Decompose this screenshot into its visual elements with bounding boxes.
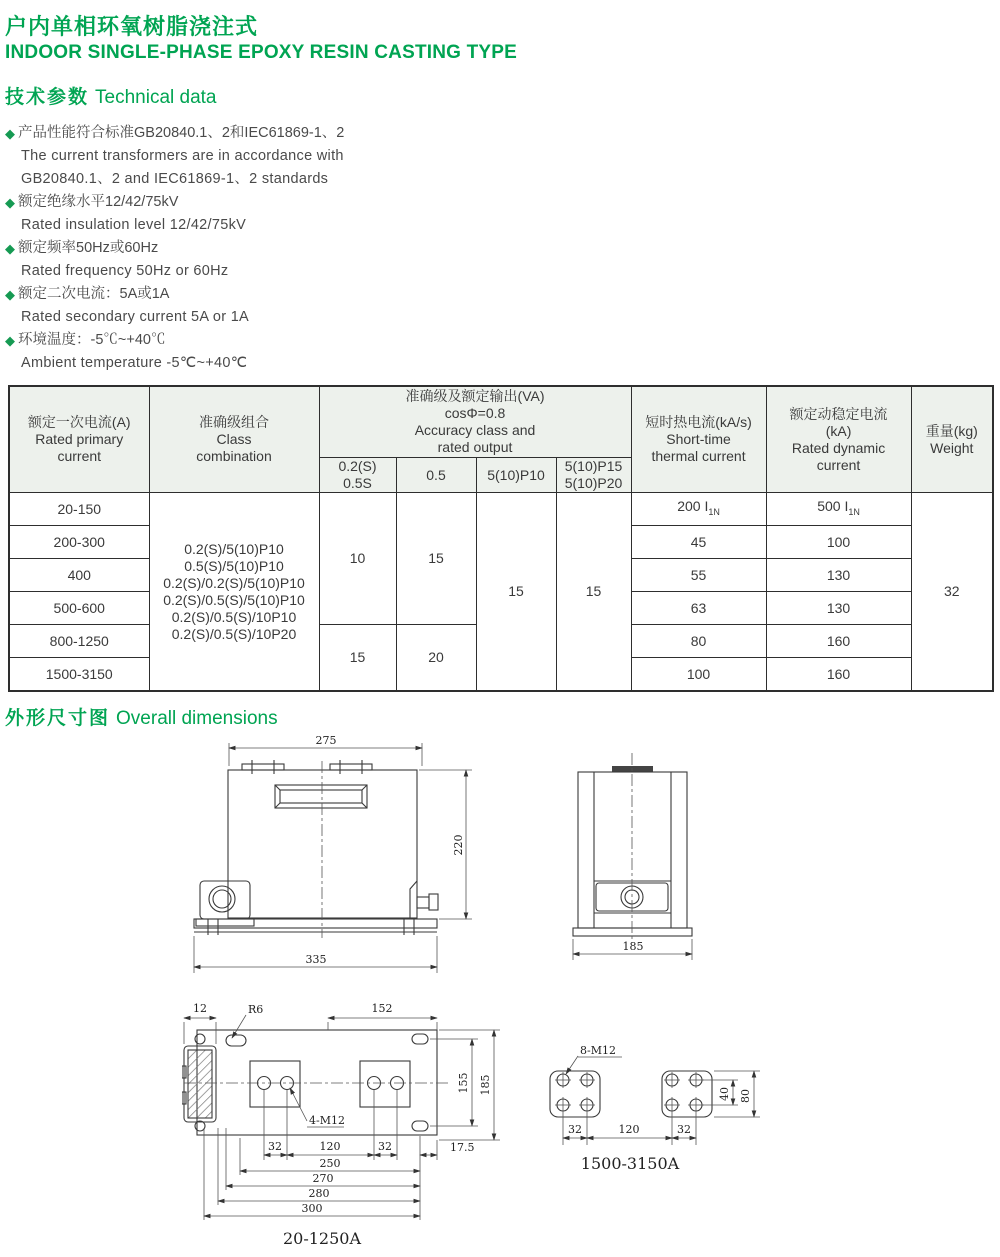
- dim-300: 300: [301, 1202, 323, 1215]
- th-line: Short-time: [666, 431, 731, 447]
- dim-80: 80: [739, 1089, 752, 1103]
- cell-primary: 800-1250: [9, 625, 149, 658]
- th-line: 准确级及额定输出(VA): [405, 388, 545, 404]
- cell-dynamic: [766, 493, 911, 526]
- th-sub-510p15-p20: [556, 458, 631, 493]
- th-line: rated output: [437, 439, 513, 455]
- cell-thermal: 45: [631, 526, 766, 559]
- cell-thermal: 100: [631, 658, 766, 692]
- bullet-text-en: Rated secondary current 5A or 1A: [21, 309, 250, 325]
- diamond-bullet-icon: ◆: [5, 195, 15, 210]
- class-line: 0.2(S)/0.5(S)/10P20: [171, 625, 297, 642]
- dim-185: 185: [479, 1074, 492, 1096]
- dim-152: 152: [371, 1002, 393, 1015]
- section-heading-technical-data: [5, 82, 216, 109]
- front-view-dimensions: [194, 743, 472, 973]
- value: 500 I: [817, 497, 849, 514]
- dim-17-5: 17.5: [450, 1141, 475, 1154]
- side-view-drawing: [553, 733, 713, 973]
- bullet-text-zh: 额定频率50Hz或60Hz: [18, 240, 159, 256]
- plan-view-drawing-20-1250A: [182, 988, 514, 1256]
- dim-32b: 32: [677, 1123, 691, 1136]
- cell-va4: 15: [556, 493, 631, 692]
- th-line: 0.5S: [343, 475, 372, 491]
- th-line: Rated dynamic: [791, 439, 886, 456]
- dim-32a: 32: [268, 1140, 282, 1153]
- th-line: 额定一次电流(A): [27, 414, 131, 430]
- side-view-body: [573, 766, 692, 936]
- cell-va2: 15: [396, 493, 476, 625]
- pads-body: [550, 1071, 712, 1117]
- dim-40: 40: [718, 1087, 731, 1101]
- th-line: current: [57, 448, 102, 464]
- page-title-zh: 户内单相环氧树脂浇注式: [5, 14, 259, 39]
- th-line: Accuracy class and: [414, 422, 536, 438]
- diamond-bullet-icon: ◆: [5, 333, 15, 348]
- cell-primary: 200-300: [9, 526, 149, 559]
- front-view-drawing: [180, 733, 505, 985]
- th-accuracy-group: [319, 386, 631, 458]
- technical-data-list: [5, 122, 344, 375]
- cell-thermal: 80: [631, 625, 766, 658]
- bullet-text-zh: 额定绝缘水平12/42/75kV: [18, 194, 179, 210]
- label-20-1250A: 20-1250A: [282, 1229, 362, 1248]
- th-line: 短时热电流(kA/s): [645, 414, 752, 430]
- value: 200 I: [677, 497, 709, 514]
- dim-155: 155: [457, 1072, 470, 1094]
- cell-dynamic: 130: [766, 592, 911, 625]
- cell-primary: 20-150: [9, 493, 149, 526]
- th-weight: [911, 386, 993, 493]
- cell-va1: 15: [319, 625, 396, 692]
- cell-weight: 32: [911, 493, 993, 692]
- th-line: 额定动稳定电流: [789, 405, 888, 422]
- diamond-bullet-icon: ◆: [5, 241, 15, 256]
- cell-thermal: [631, 493, 766, 526]
- technical-data-table: [8, 385, 994, 692]
- cell-primary: 500-600: [9, 592, 149, 625]
- dim-120: 120: [618, 1123, 640, 1136]
- dim-front-base-width: 335: [305, 953, 327, 966]
- th-line: Weight: [930, 439, 974, 456]
- dim-front-height: 220: [452, 834, 465, 856]
- th-line: 0.2(S): [338, 458, 377, 474]
- cell-dynamic: 100: [766, 526, 911, 559]
- th-line: 5(10)P15: [564, 458, 623, 474]
- dim-120: 120: [319, 1140, 341, 1153]
- th-line: Rated primary: [35, 431, 124, 447]
- th-line: thermal current: [651, 448, 746, 464]
- th-line: combination: [196, 448, 272, 464]
- dim-12: 12: [193, 1002, 207, 1015]
- pads-bolt-crosses: [555, 1072, 704, 1113]
- cell-va1: 10: [319, 493, 396, 625]
- label-4-m12: 4-M12: [309, 1114, 345, 1127]
- class-line: 0.2(S)/0.5(S)/5(10)P10: [163, 591, 305, 608]
- list-item: [5, 283, 344, 306]
- class-line: 0.2(S)/0.5(S)/10P10: [171, 608, 297, 625]
- bullet-text-en: The current transformers are in accordance with: [21, 148, 344, 164]
- label-8-m12: 8-M12: [580, 1044, 616, 1057]
- th-rated-dynamic: [766, 386, 911, 493]
- dim-32a: 32: [568, 1123, 582, 1136]
- label-r6: R6: [248, 1003, 264, 1016]
- th-sub-05: 0.5: [396, 458, 476, 493]
- cell-dynamic: 160: [766, 625, 911, 658]
- th-sub-02s-05s: [319, 458, 396, 493]
- heading-dims-zh: 外形尺寸图: [5, 708, 111, 729]
- cell-primary: 1500-3150: [9, 658, 149, 692]
- cell-va3: 15: [476, 493, 556, 692]
- table-row: [9, 493, 993, 526]
- section-heading-overall-dimensions: [5, 703, 278, 730]
- th-line: current: [816, 456, 861, 473]
- th-line: (kA): [825, 422, 852, 439]
- dim-32b: 32: [378, 1140, 392, 1153]
- front-view-body: [194, 760, 438, 935]
- th-line: 准确级组合: [199, 414, 269, 430]
- subscript: 1N: [848, 506, 860, 517]
- bullet-text-zh: 环境温度：-5℃~+40℃: [18, 332, 166, 348]
- th-line: 重量(kg): [925, 422, 978, 439]
- diamond-bullet-icon: ◆: [5, 126, 15, 141]
- dim-270: 270: [312, 1172, 334, 1185]
- pads-drawing-1500-3150A: [530, 1018, 840, 1178]
- cell-dynamic: 130: [766, 559, 911, 592]
- label-1500-3150A: 1500-3150A: [580, 1154, 680, 1173]
- cell-class-combination: [149, 493, 319, 692]
- cell-thermal: 63: [631, 592, 766, 625]
- th-primary-current: [9, 386, 149, 493]
- th-short-time-thermal: [631, 386, 766, 493]
- list-item: [5, 237, 344, 260]
- cell-va2: 20: [396, 625, 476, 692]
- class-line: 0.2(S)/0.2(S)/5(10)P10: [163, 574, 305, 591]
- bullet-text-en: Rated frequency 50Hz or 60Hz: [21, 263, 229, 279]
- bullet-text-zh: 产品性能符合标准GB20840.1、2和IEC61869-1、2: [18, 125, 345, 141]
- dim-250: 250: [319, 1157, 341, 1170]
- bullet-text-zh: 额定二次电流：5A或1A: [18, 286, 170, 302]
- class-line: 0.2(S)/5(10)P10: [184, 540, 284, 557]
- heading-technical-en: Technical data: [95, 87, 217, 108]
- dim-280: 280: [308, 1187, 330, 1200]
- heading-dims-en: Overall dimensions: [116, 708, 278, 729]
- diamond-bullet-icon: ◆: [5, 287, 15, 302]
- th-line: 5(10)P20: [564, 475, 623, 491]
- page-title-en: INDOOR SINGLE-PHASE EPOXY RESIN CASTING TYPE: [5, 42, 518, 63]
- list-item: [5, 329, 344, 352]
- list-item: [5, 191, 344, 214]
- th-class-combination: [149, 386, 319, 493]
- list-item: [5, 122, 344, 145]
- cell-primary: 400: [9, 559, 149, 592]
- heading-technical-zh: 技术参数: [5, 87, 90, 108]
- th-line: cosΦ=0.8: [444, 405, 506, 421]
- bullet-text-en: GB20840.1、2 and IEC61869-1、2 standards: [21, 171, 329, 187]
- bullet-text-en: Ambient temperature -5℃~+40℃: [21, 355, 248, 371]
- bullet-text-en: Rated insulation level 12/42/75kV: [21, 217, 247, 233]
- class-line: 0.5(S)/5(10)P10: [184, 557, 284, 574]
- cell-dynamic: 160: [766, 658, 911, 692]
- cell-thermal: 55: [631, 559, 766, 592]
- dim-front-width: 275: [315, 734, 337, 747]
- subscript: 1N: [708, 506, 720, 517]
- th-sub-510p10: 5(10)P10: [476, 458, 556, 493]
- dim-side-depth: 185: [622, 940, 644, 953]
- th-line: Class: [216, 431, 252, 447]
